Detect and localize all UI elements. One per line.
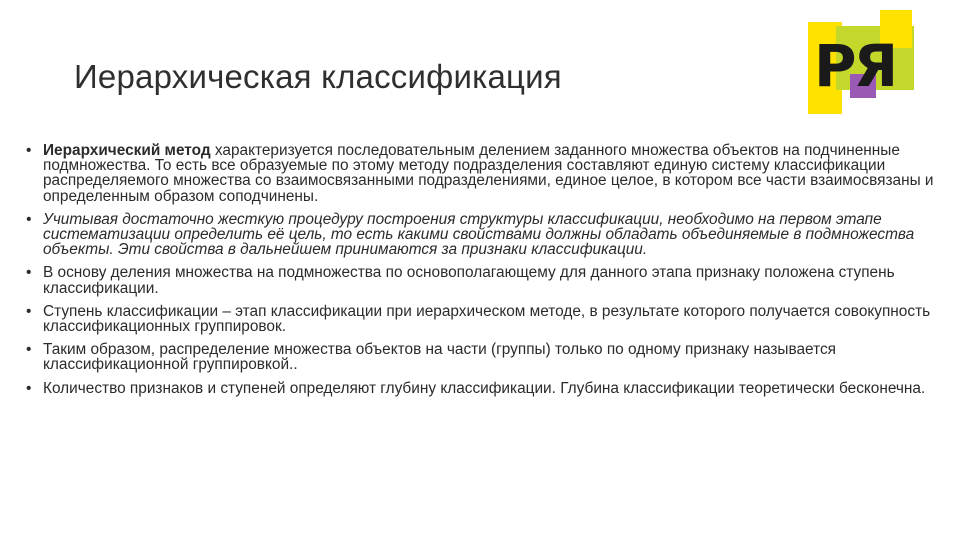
bullet-marker: •: [26, 302, 32, 320]
bullet-text: Ступень классификации – этап классификации при иерархическом методе, в результате которого получается совокупность классификационных группировок.: [43, 302, 931, 336]
bullet-marker: •: [26, 341, 32, 359]
bullet-item-grouping: [24, 342, 948, 372]
bullet-item-division-basis: [24, 265, 948, 295]
bullet-item-classification-step: [24, 304, 948, 334]
slide-title: Иерархическая классификация: [74, 58, 562, 95]
bullet-text: характеризуется последовательным делением заданного множества объектов на подчиненные подмножества. То есть все образуемые по этому методу подразделения составляют единую систему классификации распределяемого множества со взаимосвязанными подразделениями, единое целое, в котором все части взаимосвязаны и определенным образом соподчинены.: [43, 142, 934, 205]
bullet-text: В основу деления множества на подмножества по основополагающему для данного этапа признаку положена ступень классификации.: [43, 264, 895, 297]
bullet-item-classification-goal: [24, 212, 948, 258]
bullet-marker: •: [26, 379, 32, 397]
bullet-item-classification-depth: [24, 381, 948, 396]
bullet-marker: •: [26, 142, 32, 159]
bullet-list: [24, 143, 948, 404]
bullet-marker: •: [26, 210, 32, 228]
bullet-marker: •: [26, 264, 32, 282]
bullet-item-hierarchical-method: [24, 143, 948, 204]
logo-text: РЯ: [814, 32, 896, 100]
bullet-text: Количество признаков и ступеней определяют глубину классификации. Глубина классификации теоретически бесконечна.: [43, 379, 926, 397]
bullet-text: Таким образом, распределение множества объектов на части (группы) только по одному признаку называется классификационной группировкой..: [43, 341, 837, 374]
ra-logo-icon: [806, 10, 916, 116]
bullet-bold-lead: Иерархический метод: [43, 142, 211, 159]
bullet-text: Учитывая достаточно жесткую процедуру построения структуры классификации, необходимо на первом этапе систематизации определить её цель, то есть какими свойствами должны обладать объединяемые в подмножества объекты. Эти свойства в дальнейшем принимаются за признаки классификации.: [43, 210, 915, 259]
